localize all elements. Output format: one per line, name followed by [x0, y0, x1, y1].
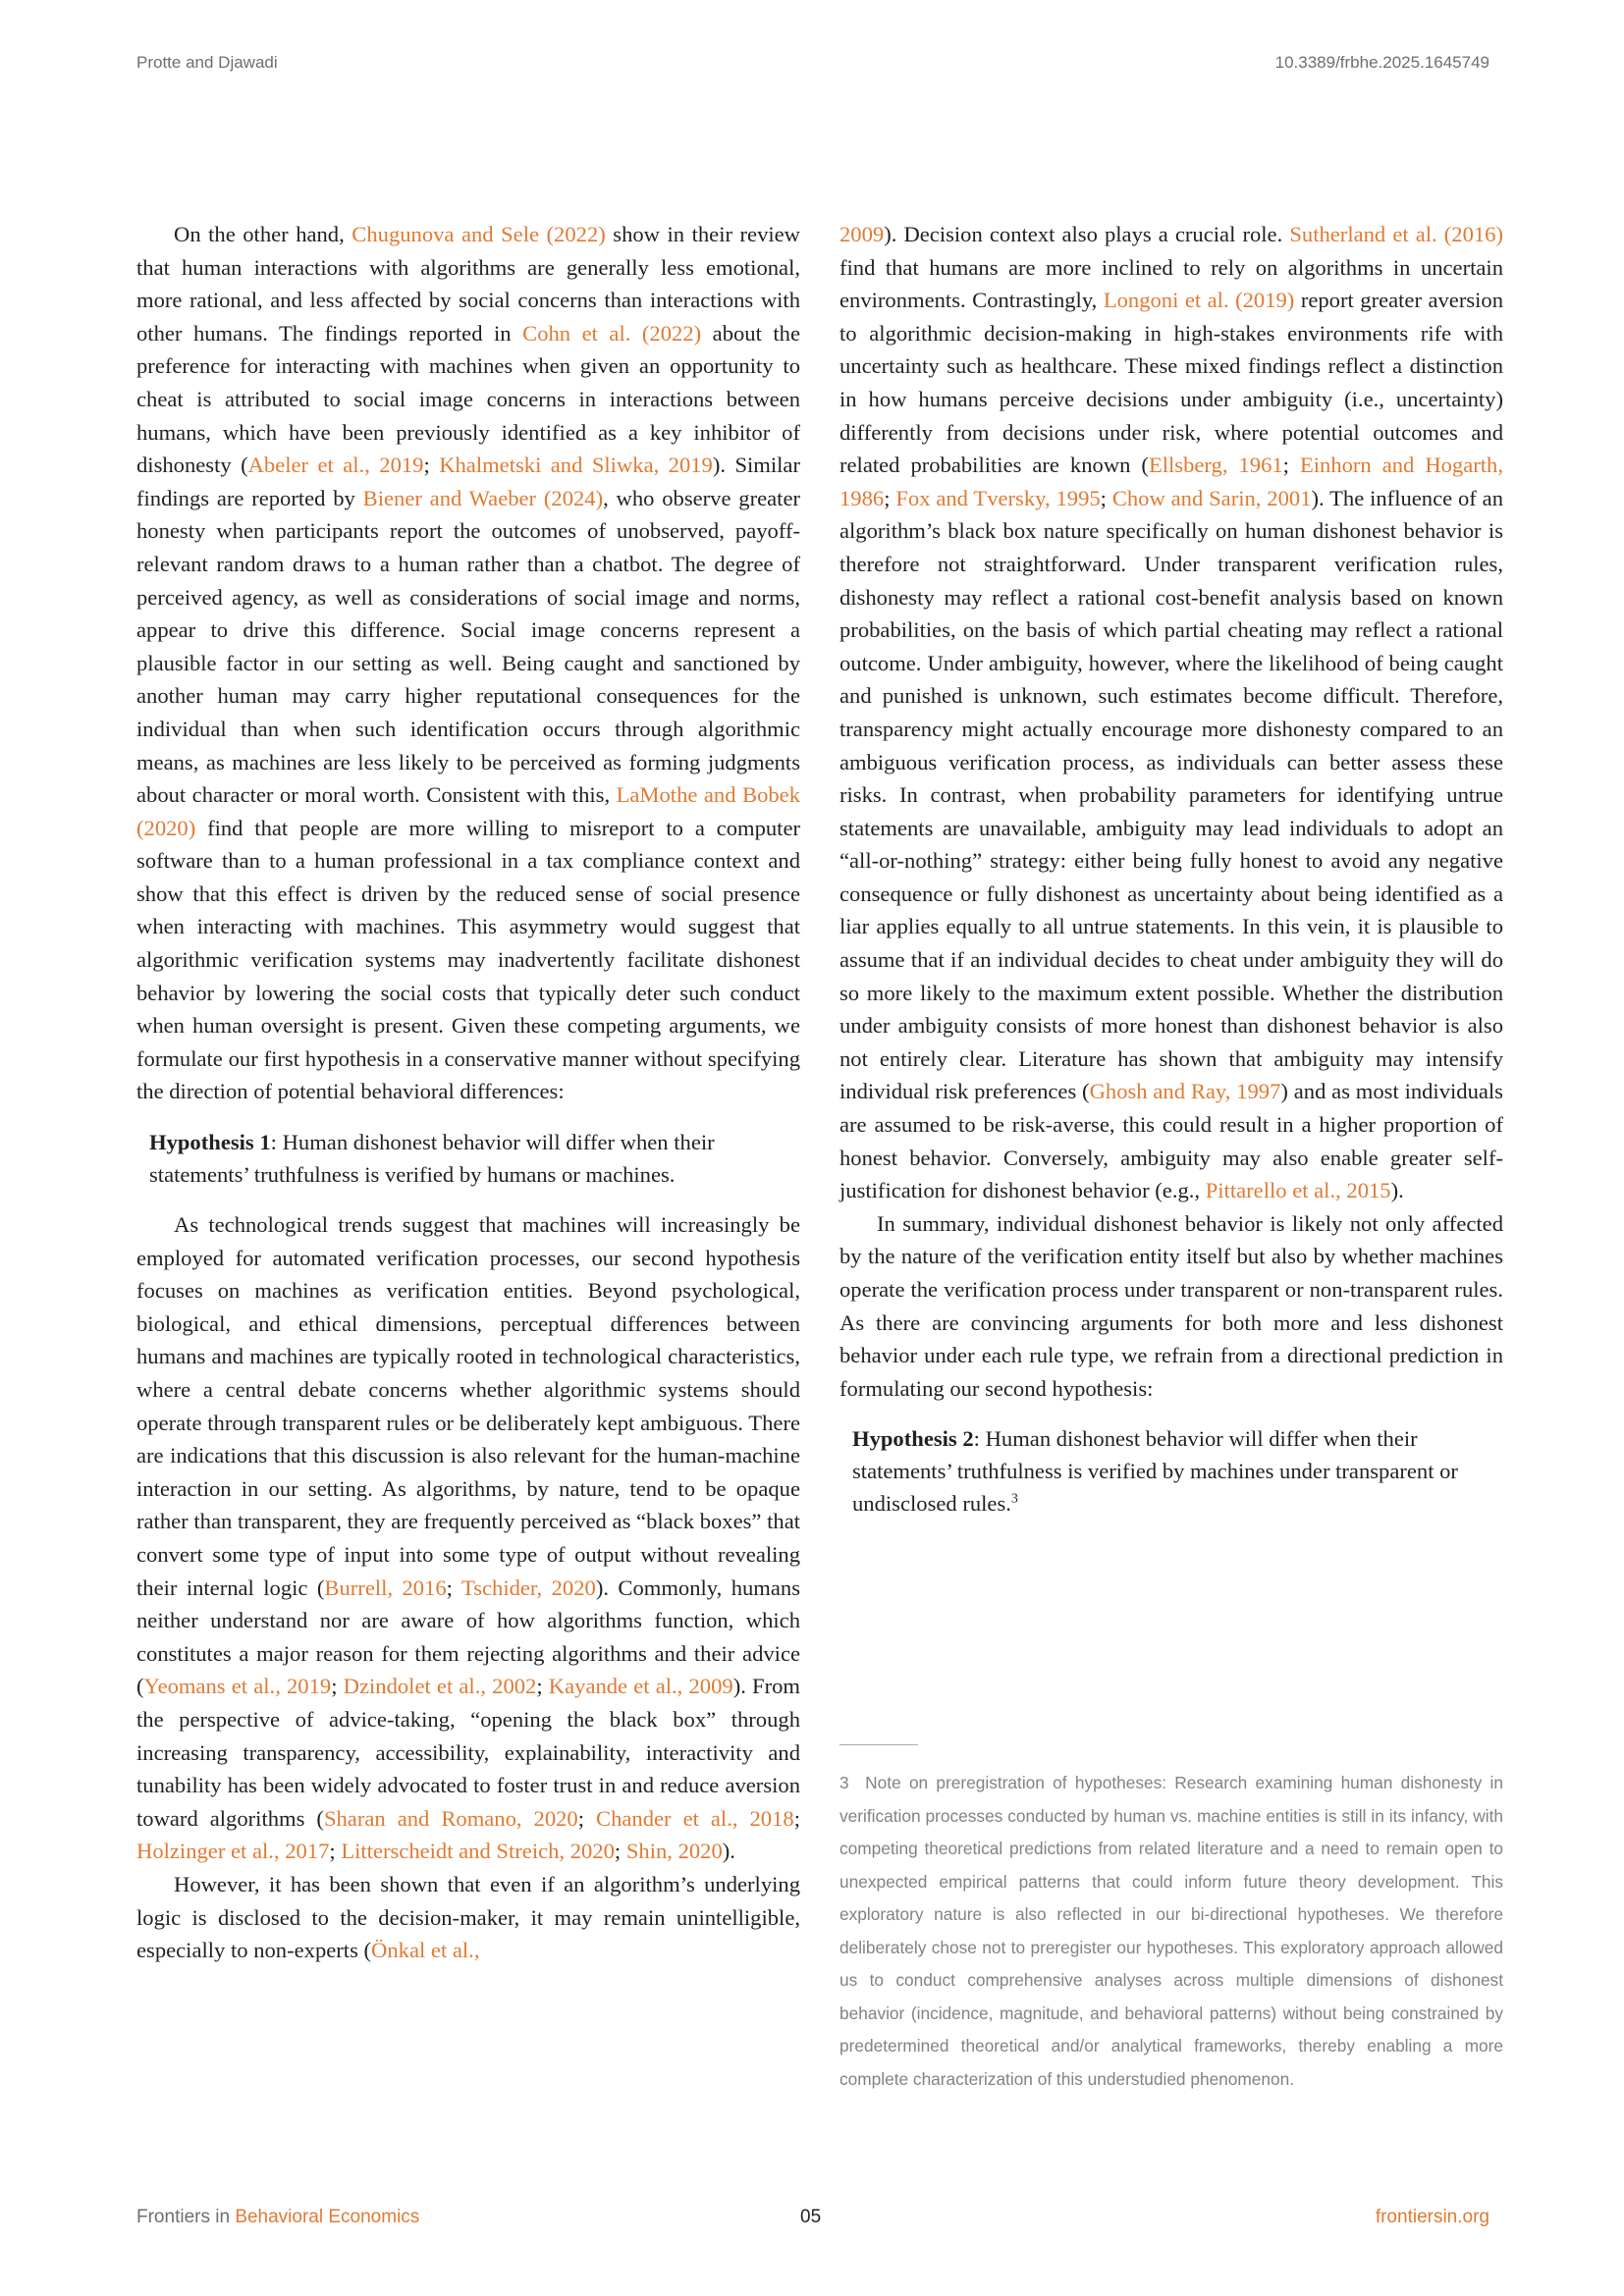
citation-link[interactable]: Önkal et al.,	[371, 1938, 480, 1963]
citation-link[interactable]: Burrell, 2016	[324, 1575, 447, 1600]
citation-link[interactable]: Dzindolet et al., 2002	[343, 1674, 537, 1699]
footer-journal-prefix: Frontiers in	[136, 2207, 236, 2227]
running-header-doi: 10.3389/frbhe.2025.1645749	[1274, 53, 1489, 72]
hypothesis-2-text: : Human dishonest behavior will differ when their statements’ truthfulness is verified by machines under transparent or undisclosed rules.	[852, 1426, 1458, 1517]
hypothesis-1-text: : Human dishonest behavior will differ when their statements’ truthfulness is verified by humans or machines.	[149, 1130, 715, 1188]
hypothesis-2	[852, 1422, 1503, 1520]
citation-link[interactable]: Abeler et al., 2019	[247, 453, 424, 478]
citation-link[interactable]: Chander et al., 2018	[596, 1805, 794, 1831]
citation-link[interactable]: Chow and Sarin, 2001	[1111, 485, 1312, 510]
footer-site-link[interactable]: frontiersin.org	[1375, 2207, 1489, 2227]
citation-link[interactable]: Khalmetski and Sliwka, 2019	[439, 453, 713, 478]
citation-link[interactable]: Pittarello et al., 2015	[1205, 1178, 1391, 1203]
citation-link[interactable]: Ellsberg, 1961	[1148, 453, 1283, 478]
paragraph: However, it has been shown that even if an algorithm’s underlying logic is disclosed to the decision-maker, it may remain unintelligible, especially to non-experts (Önkal et al.,	[136, 1871, 800, 1963]
right-column	[839, 218, 1503, 1537]
footer-journal-name: Behavioral Economics	[235, 2207, 420, 2227]
citation-link[interactable]: Cohn et al. (2022)	[522, 320, 702, 346]
citation-link[interactable]: Shin, 2020	[625, 1839, 723, 1864]
citation-link[interactable]: LaMothe and Bobek (2020)	[136, 782, 800, 840]
footer-journal	[136, 2207, 419, 2228]
citation-link[interactable]: Biener and Waeber (2024)	[362, 485, 604, 510]
citation-link[interactable]: Einhorn and Hogarth, 1986	[839, 453, 1503, 510]
paragraph: On the other hand, Chugunova and Sele (2022) show in their review that human interactions with algorithms are generally less emotional, more rational, and less affected by social concerns than interactions with other humans. The findings reported in Cohn et al. (2022) about the preference for interacting with machines when given an opportunity to cheat is attributed to social image concerns in interactions between humans, which have been previously identified as a key inhibitor of dishonesty (Abeler et al., 2019; Khalmetski and Sliwka, 2019). Similar findings are reported by Biener and Waeber (2024), who observe greater honesty when participants report the outcomes of unobserved, payoff-relevant random draws to a human rather than a chatbot. The degree of perceived agency, as well as considerations of social image and norms, appear to drive this difference. Social image concerns represent a plausible factor in our setting as well. Being caught and sanctioned by another human may carry higher reputational consequences for the individual than when such identification occurs through algorithmic means, as machines are less likely to be perceived as forming judgments about character or moral worth. Consistent with this, LaMothe and Bobek (2020) find that people are more willing to misreport to a computer software than to a human professional in a tax compliance context and show that this effect is driven by the reduced sense of social presence when interacting with machines. This asymmetry would suggest that algorithmic verification systems may inadvertently facilitate dishonest behavior by lowering the social costs that typically deter such conduct when human oversight is present. Given these competing arguments, we formulate our first hypothesis in a conservative manner without specifying the direction of potential behavioral differences:	[136, 222, 800, 1104]
running-header-authors: Protte and Djawadi	[136, 53, 278, 72]
citation-link[interactable]: Yeomans et al., 2019	[143, 1674, 332, 1699]
left-column	[136, 218, 800, 1967]
citation-link[interactable]: Longoni et al. (2019)	[1103, 288, 1295, 313]
citation-link[interactable]: Sutherland et al. (2016)	[1289, 222, 1504, 246]
hypothesis-1	[149, 1126, 800, 1191]
footnote-divider	[839, 1744, 918, 1745]
paragraph: As technological trends suggest that machines will increasingly be employed for automated verification processes, our second hypothesis focuses on machines as verification entities. Beyond psychological, biological, and ethical dimensions, perceptual differences between humans and machines are typically rooted in technological characteristics, where a central debate concerns whether algorithmic systems should operate through transparent rules or be deliberately kept ambiguous. There are indications that this discussion is also relevant for the human-machine interaction in our setting. As algorithms, by nature, tend to be opaque rather than transparent, they are frequently perceived as “black boxes” that convert some type of input into some type of output without revealing their internal logic (Burrell, 2016; Tschider, 2020). Commonly, humans neither understand nor are aware of how algorithms function, which constitutes a major reason for them rejecting algorithms and their advice (Yeomans et al., 2019; Dzindolet et al., 2002; Kayande et al., 2009). From the perspective of advice-taking, “opening the black box” through increasing transparency, accessibility, explainability, interactivity and tunability has been widely advocated to foster trust in and reduce aversion toward algorithms (Sharan and Romano, 2020; Chander et al., 2018; Holzinger et al., 2017; Litterscheidt and Streich, 2020; Shin, 2020).	[136, 1212, 800, 1864]
citation-link[interactable]: Litterscheidt and Streich, 2020	[341, 1839, 615, 1864]
citation-link[interactable]: Ghosh and Ray, 1997	[1089, 1079, 1281, 1104]
hypothesis-1-label: Hypothesis 1	[149, 1130, 271, 1155]
citation-link[interactable]: Holzinger et al., 2017	[136, 1839, 330, 1864]
citation-link[interactable]: Fox and Tversky, 1995	[895, 485, 1101, 510]
paragraph: 2009). Decision context also plays a crucial role. Sutherland et al. (2016) find that humans are more inclined to rely on algorithms in uncertain environments. Contrastingly, Longoni et al. (2019) report greater aversion to algorithmic decision-making in high-stakes environments rife with uncertainty such as healthcare. These mixed findings reflect a distinction in how humans perceive decisions under ambiguity (i.e., uncertainty) differently from decisions under risk, where potential outcomes and related probabilities are known (Ellsberg, 1961; Einhorn and Hogarth, 1986; Fox and Tversky, 1995; Chow and Sarin, 2001). The influence of an algorithm’s black box nature specifically on human dishonest behavior is therefore not straightforward. Under transparent verification rules, dishonesty may reflect a rational cost-benefit analysis based on known probabilities, on the basis of which partial cheating may reflect a rational outcome. Under ambiguity, however, where the likelihood of being caught and punished is unknown, such estimates become difficult. Therefore, transparency might actually encourage more dishonesty compared to an ambiguous verification process, as individuals can better assess these risks. In contrast, when probability parameters for identifying untrue statements are unavailable, ambiguity may lead individuals to adopt an “all-or-nothing” strategy: either being fully honest to avoid any negative consequence or fully dishonest as uncertainty about being identified as a liar applies equally to all untrue statements. In this vein, it is plausible to assume that if an individual decides to cheat under ambiguity they will do so more likely to the maximum extent possible. Whether the distribution under ambiguity consists of more honest than dishonest behavior is also not entirely clear. Literature has shown that ambiguity may intensify individual risk preferences (Ghosh and Ray, 1997) and as most individuals are assumed to be risk-averse, this could result in a higher proportion of honest behavior. Conversely, ambiguity may also enable greater self-justification for dishonest behavior (e.g., Pittarello et al., 2015).	[839, 222, 1504, 1203]
citation-link[interactable]: 2009	[839, 222, 885, 246]
hypothesis-2-label: Hypothesis 2	[852, 1426, 974, 1452]
page-number: 05	[800, 2207, 822, 2227]
citation-link[interactable]: Tschider, 2020	[460, 1575, 596, 1600]
footnote-ref[interactable]: 3	[1010, 1491, 1018, 1507]
footnote	[839, 1767, 1503, 2096]
citation-link[interactable]: Sharan and Romano, 2020	[323, 1805, 578, 1831]
footnote-number: 3	[839, 1773, 849, 1792]
footnote-text: Note on preregistration of hypotheses: Research examining human dishonesty in verification processes conducted by human vs. machine entities is still in its infancy, with competing theoretical predictions from related literature and a need to remain open to unexpected empirical patterns that could inform future theory development. This exploratory nature is also reflected in our bi-directional hypotheses. We therefore deliberately chose not to preregister our hypotheses. This exploratory approach allowed us to conduct comprehensive analyses across multiple dimensions of dishonest behavior (incidence, magnitude, and behavioral patterns) without being constrained by predetermined theoretical and/or analytical frameworks, thereby enabling a more complete characterization of this understudied phenomenon.	[839, 1773, 1504, 2089]
paragraph: In summary, individual dishonest behavior is likely not only affected by the nature of the verification entity itself but also by whether machines operate the verification process under transparent or non-transparent rules. As there are convincing arguments for both more and less dishonest behavior under each rule type, we refrain from a directional prediction in formulating our second hypothesis:	[839, 1210, 1503, 1401]
citation-link[interactable]: Chugunova and Sele (2022)	[352, 222, 606, 246]
citation-link[interactable]: Kayande et al., 2009	[548, 1674, 733, 1699]
